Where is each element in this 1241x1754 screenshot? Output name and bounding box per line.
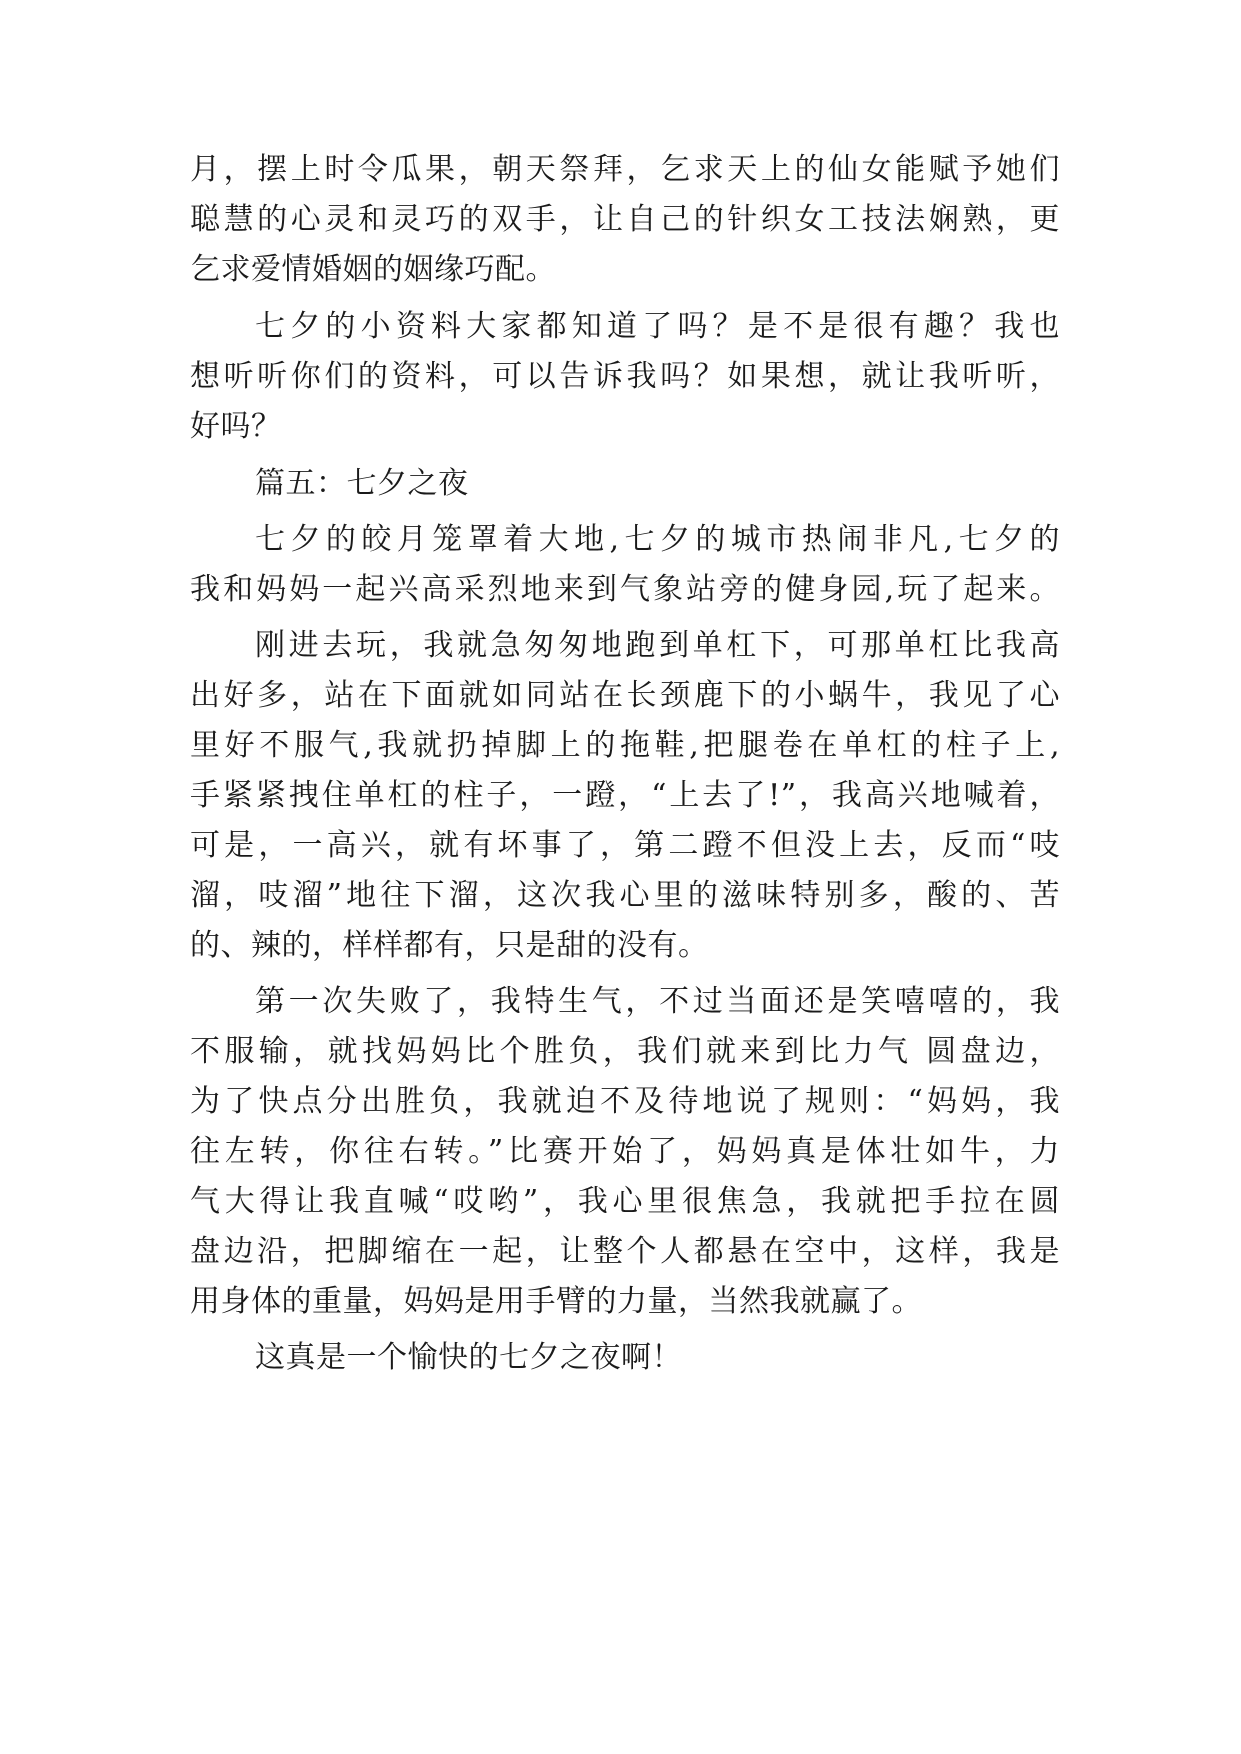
text-line: 溜，吱溜”地往下溜，这次我心里的滋味特别多，酸的、苦 <box>190 878 1060 913</box>
text-line: 七夕的皎月笼罩着大地,七夕的城市热闹非凡,七夕的 <box>255 522 1060 557</box>
section-heading: 篇五：七夕之夜 <box>255 466 469 501</box>
text-line: 气大得让我直喊“哎哟”，我心里很焦急，我就把手拉在圆 <box>190 1184 1060 1219</box>
text-line: 这真是一个愉快的七夕之夜啊！ <box>255 1340 682 1375</box>
text-line: 为了快点分出胜负，我就迫不及待地说了规则：“妈妈，我 <box>190 1084 1060 1119</box>
text-line: 手紧紧拽住单杠的柱子，一蹬，“上去了!”，我高兴地喊着， <box>190 778 1060 813</box>
text-line: 不服输，就找妈妈比个胜负，我们就来到比力气 圆盘边， <box>190 1034 1060 1069</box>
text-line: 我和妈妈一起兴高采烈地来到气象站旁的健身园,玩了起来。 <box>190 572 1060 607</box>
text-line: 里好不服气,我就扔掉脚上的拖鞋,把腿卷在单杠的柱子上, <box>190 728 1060 763</box>
text-line: 出好多，站在下面就如同站在长颈鹿下的小蜗牛，我见了心 <box>190 678 1060 713</box>
text-line: 用身体的重量，妈妈是用手臂的力量，当然我就赢了。 <box>190 1284 922 1319</box>
text-line: 刚进去玩，我就急匆匆地跑到单杠下，可那单杠比我高 <box>255 628 1060 663</box>
text-line: 往左转，你往右转。”比赛开始了，妈妈真是体壮如牛，力 <box>190 1134 1060 1169</box>
text-line: 可是，一高兴，就有坏事了，第二蹬不但没上去，反而“吱 <box>190 828 1060 863</box>
text-line: 的、辣的，样样都有，只是甜的没有。 <box>190 928 709 963</box>
text-line: 好吗？ <box>190 409 282 444</box>
text-line: 第一次失败了，我特生气，不过当面还是笑嘻嘻的，我 <box>255 984 1060 1019</box>
text-line: 聪慧的心灵和灵巧的双手，让自己的针织女工技法娴熟，更 <box>190 202 1060 237</box>
text-line: 月，摆上时令瓜果，朝天祭拜，乞求天上的仙女能赋予她们 <box>190 152 1060 187</box>
text-line: 想听听你们的资料，可以告诉我吗？如果想，就让我听听， <box>190 359 1060 394</box>
text-line: 乞求爱情婚姻的姻缘巧配。 <box>190 252 556 287</box>
text-line: 盘边沿，把脚缩在一起，让整个人都悬在空中，这样，我是 <box>190 1234 1060 1269</box>
text-line: 七夕的小资料大家都知道了吗？是不是很有趣？我也 <box>255 309 1060 344</box>
